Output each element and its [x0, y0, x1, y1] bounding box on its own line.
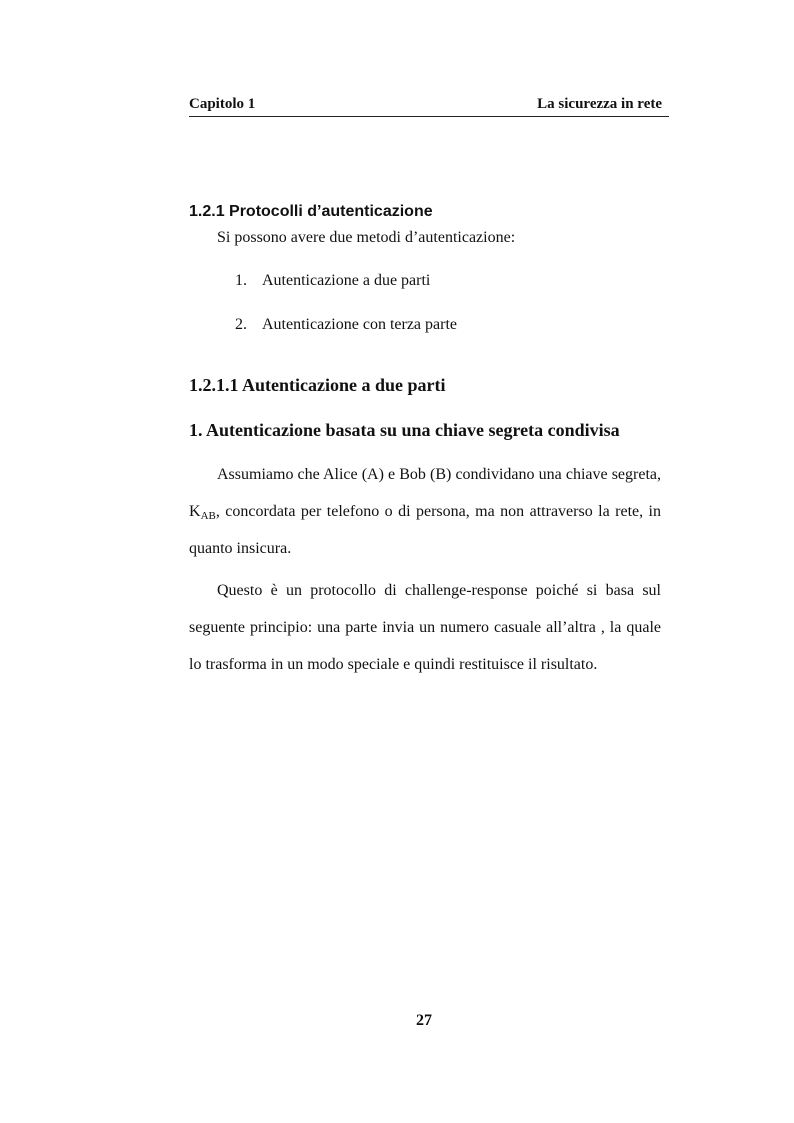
paragraph-shared-key: [189, 456, 661, 567]
list-item-text: Autenticazione a due parti: [262, 272, 431, 289]
list-item-number: 1.: [235, 272, 247, 289]
running-header-chapter: Capitolo 1: [189, 96, 256, 112]
paragraph-challenge-response: [189, 572, 661, 683]
list-item-number: 2.: [235, 316, 247, 333]
page-number: 27: [416, 1012, 432, 1029]
section-intro: Si possono avere due metodi d’autenticazione:: [217, 229, 516, 246]
running-header-title: La sicurezza in rete: [537, 96, 662, 112]
item-heading: 1. Autenticazione basata su una chiave segreta condivisa: [189, 420, 620, 440]
list-item-text: Autenticazione con terza parte: [262, 316, 457, 333]
paragraph-text: Assumiamo che Alice (A) e Bob (B) condividano una chiave segreta, K: [189, 466, 661, 520]
header-divider: [189, 116, 669, 117]
paragraph-text: Questo è un protocollo di challenge-response poiché si basa sul seguente principio: una parte invia un numero casuale all’altra , la quale lo trasforma in un modo speciale e quindi restituisce il risultato.: [189, 582, 661, 673]
list-item: [235, 271, 430, 291]
subsection-heading: 1.2.1.1 Autenticazione a due parti: [189, 375, 446, 395]
paragraph-text: , concordata per telefono o di persona, ma non attraverso la rete, in quanto insicura.: [189, 503, 661, 557]
section-heading: 1.2.1 Protocolli d’autenticazione: [189, 203, 433, 220]
key-subscript: AB: [200, 510, 216, 522]
list-item: [235, 315, 457, 335]
